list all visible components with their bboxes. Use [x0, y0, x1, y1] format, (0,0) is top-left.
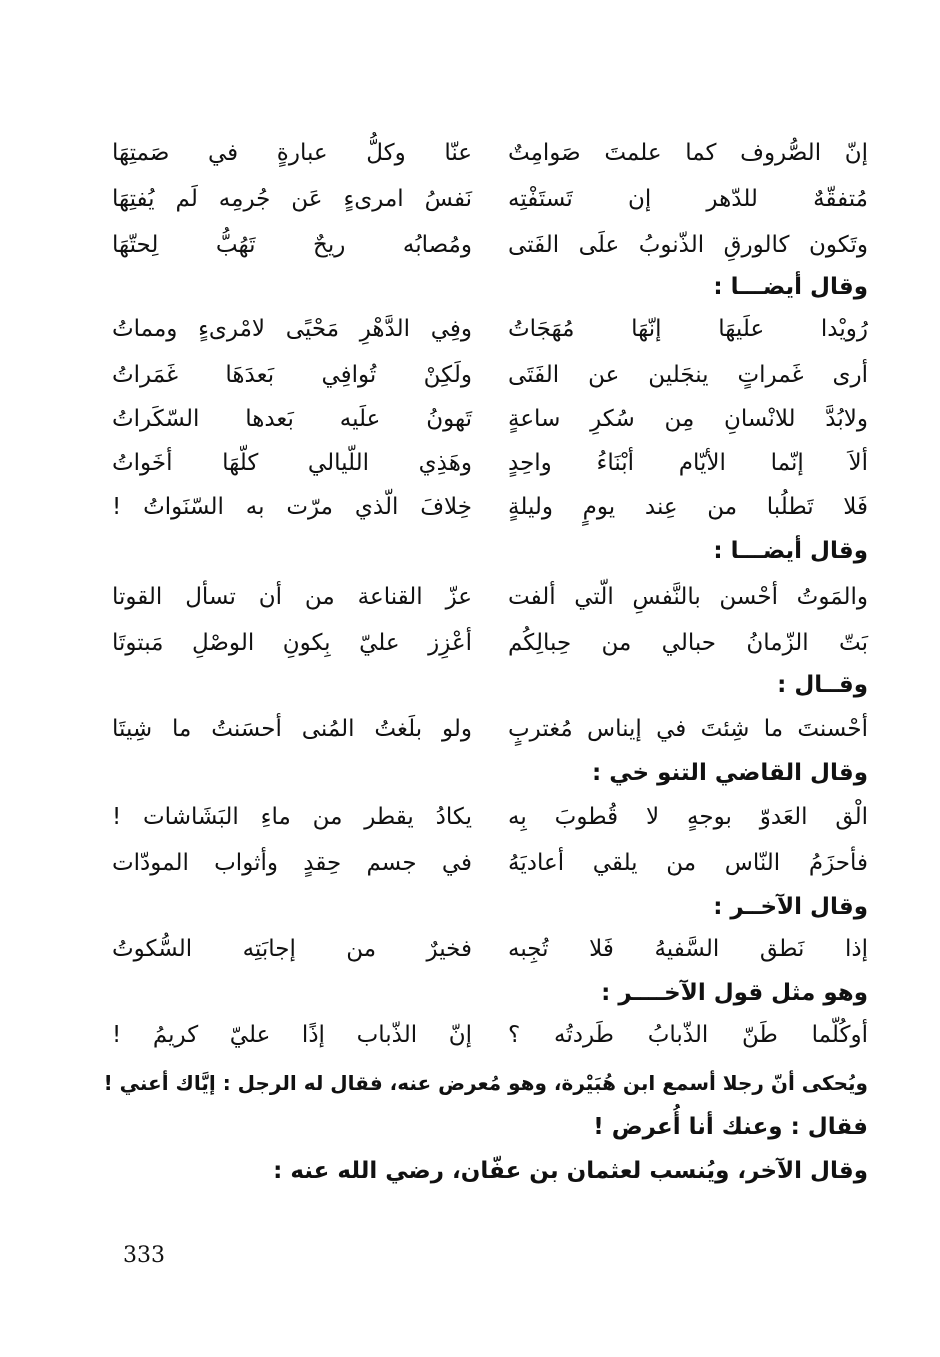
verse-3-second-half: ومُصابُه ريحٌ تَهُبُّ لِحتّهَا — [112, 232, 472, 258]
verse-10-first-half: بَتّ الزّمانُ حبالي من حِبالِكُم — [508, 630, 868, 656]
verse-6-first-half: ولابُدَّ للانْسانِ مِن سُكرِ ساعةٍ — [508, 406, 868, 432]
verse-13-second-half: في جسم حِقدٍ وأثواب المودّات — [112, 850, 472, 876]
verse-14-first-half: إذا نَطق السَّفيهُ فَلا تُجِبه — [508, 936, 868, 962]
verse-9-second-half: عزّ القناعة من أن تسأل القوتا — [112, 584, 472, 610]
poem-heading: وقال القاضي التنو خي : — [592, 760, 868, 786]
verse-11-second-half: ولو بلَغتُ المُنى أحسَنتُ ما شِيتَا — [112, 716, 472, 742]
verse-3-first-half: وتَكون كالورقِ الذّنوبُ علَى الفَتى — [508, 232, 868, 258]
verse-7-first-half: ألاَ إنّما الأيّام أبْنَاءُ واحِدٍ — [508, 450, 868, 476]
poem-heading: وهو مثل قول الآخــــر : — [601, 980, 868, 1006]
verse-14-second-half: فخيرٌ من إجابَتِه السُّكوتُ — [112, 936, 472, 962]
verse-6-second-half: تَهونُ علَيه بَعدها السّكَراتُ — [112, 406, 472, 432]
verse-1-first-half: إنّ الصُّروف كما علمتَ صَوامِتٌ — [508, 140, 868, 166]
page-number: 333 — [123, 1243, 165, 1268]
verse-7-second-half: وهَذِي اللّيالي كلّهَا أخَواتُ — [112, 450, 472, 476]
prose-line: وقال الآخر، ويُنسب لعثمان بن عفّان، رضي الله عنه : — [273, 1158, 868, 1184]
verse-4-first-half: رُويْدا علَيهَا إنّهَا مُهَجَاتُ — [508, 316, 868, 342]
poem-heading: وقال الآخــر : — [713, 894, 868, 920]
verse-12-second-half: يكادُ يقطر من ماءِ البَشَاشات ! — [112, 804, 472, 830]
verse-15-first-half: أوكُلّما طَنّ الذّبابُ طَردتُه ؟ — [508, 1022, 868, 1048]
verse-13-first-half: فأحزَمُ النّاس من يلقي أعاديَهُ — [508, 850, 868, 876]
poem-heading: وقال أيضـــا : — [713, 538, 868, 564]
poem-heading: وقال أيضـــا : — [713, 274, 868, 300]
verse-2-first-half: مُتفقّهٌ للدّهر إن تَستَفْتِه — [508, 186, 868, 212]
verse-15-second-half: إنّ الذّباب إذًا عليّ كريمُ ! — [112, 1022, 472, 1048]
verse-11-first-half: أحْسنتَ ما شِئتَ في إيناس مُغتربٍ — [508, 716, 868, 742]
verse-8-second-half: خِلافَ الّذي مرّت به السّنَواتُ ! — [112, 494, 472, 520]
verse-4-second-half: وفِي الدَّهْرِ مَحْيًى لامْرىءٍ ومماتُ — [112, 316, 472, 342]
verse-8-first-half: فَلا تَطلُبا من عِند يومٍ وليلةٍ — [508, 494, 868, 520]
verse-2-second-half: نَفسُ امرىءٍ عَن جُرمِه لَم يُفتِهَا — [112, 186, 472, 212]
verse-9-first-half: والمَوتُ أحْسن بالنَّفسِ الّتي ألفت — [508, 584, 868, 610]
verse-5-first-half: أرى غَمراتٍ ينجَلين عن الفَتَى — [508, 362, 868, 388]
verse-5-second-half: ولَكِنْ تُوافِي بَعدَهَا غَمَراتُ — [112, 362, 472, 388]
prose-line: ويُحكى أنّ رجلا أسمع ابن هُبَيْرة، وهو مُعرض عنه، فقال له الرجل : إيَّاك أعني ! — [103, 1071, 868, 1095]
poem-heading: وقــال : — [777, 672, 868, 698]
verse-10-second-half: أعْزِز عليّ بِكونِ الوصْلِ مَبتوتَا — [112, 630, 472, 656]
prose-line: فقال : وعنك أنا أُعرض ! — [593, 1114, 868, 1140]
verse-12-first-half: الْق العَدوّ بوجهٍ لا قُطوبَ بِه — [508, 804, 868, 830]
verse-1-second-half: عنّا وكلُّ عبارةٍ في صَمتِهَا — [112, 140, 472, 166]
